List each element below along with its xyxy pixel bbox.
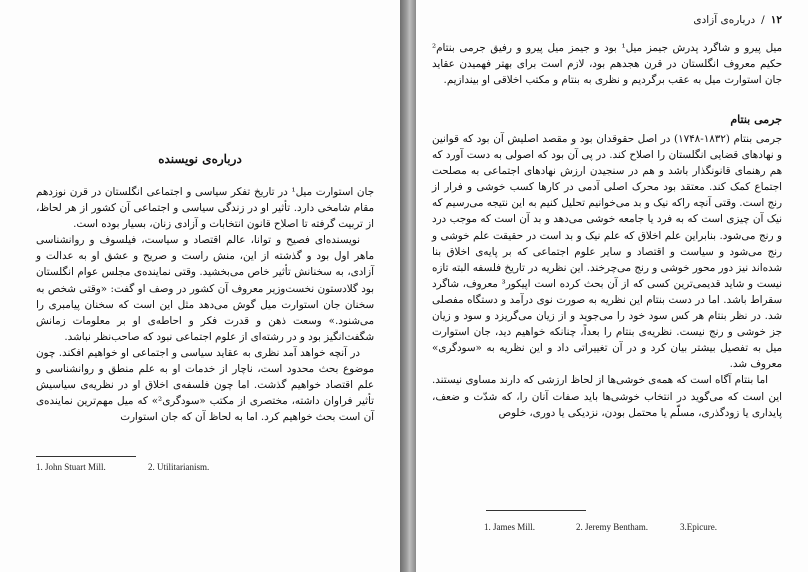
left-body-text (36, 184, 374, 425)
footnotes (484, 522, 780, 534)
footnote: 3.Epicure. (680, 522, 717, 532)
right-page (416, 0, 808, 572)
intro-text (432, 40, 782, 88)
paragraph: جرمی بنتام (۱۸۳۲-۱۷۴۸) در اصل حقوقدان بود و مقصد اصلیش آن بود که قوانین و نهادهای قضایی انگلستان را اصلاح کند. در پی آن بود که اصولی به دست آورد که هم رهنمای قانونگذار باشد و هم در سنجیدن ارزش نهادهای اجتماعی به مصلحت اجتماع کمک کند. معتقد بود محرک اصلی آدمی در کارها کسب خوشی و فرار از رنج است. وقتی آنچه راکه نیک و بد می‌خوانیم تحلیل کنیم به این نتیجه می‌رسیم که نیک آن چیزی است که به فرد یا جامعه خوشی می‌دهد و بد آن است که موجب درد و رنج می‌شود. بنابراین علم اخلاق که علم نیک و بد است در حقیقت علم خوشی و رنج می‌شود و سیاست و اقتصاد و سایر علوم اجتماعی که بر پایه‌ی اخلاق بنا شده‌اند نیز دور محور خوشی و رنج می‌چرخند. این نظریه در تاریخ فلسفه البته تازه نیست و شاید قدیمی‌ترین کسی که از آن بحث کرده است اپیکور³ معروف، شاگرد سقراط باشد. اما در دست بنتام این نظریه به صورت نوی درآمد و دستگاه مفصلی شد. در نظر بنتام هر کس سود خود را می‌جوید و از زیان می‌گریزد و سود و زیان جز خوشی و رنج نیست. نظریه‌ی بنتام را بعداً، چنانکه خواهیم دید، جان استوارت میل به تفصیل بیشتر بیان کرد و در آن تغییراتی داد و این نظریه به «سودگری» معروف شد. (432, 133, 782, 371)
footnote: 1. John Stuart Mill. (36, 462, 106, 472)
footnote: 1. James Mill. (484, 522, 535, 532)
left-page (0, 0, 400, 572)
running-title: درباره‌ی آزادی (693, 14, 756, 26)
footnote-rule (486, 510, 586, 511)
footnote: 2. Jeremy Bentham. (576, 522, 648, 532)
paragraph: جان استوارت میل¹ در تاریخ تفکر سیاسی و اجتماعی انگلستان در قرن نوزدهم مقام شامخی دارد. تأثیر او در زندگی سیاسی و اجتماعی آن کشور از هر لحاظ، از تربیت گرفته تا اصلاح قانون انتخابات و آزادی زنان، بسیار بوده است. (36, 186, 374, 231)
paragraph: در آنچه خواهد آمد نظری به عقاید سیاسی و اجتماعی او خواهیم افکند. چون موضوع بحث محدود است، ناچار از خدمات او به علم منطق و روانشناسی و علم اقتصاد خواهیم گذشت. اما چون فلسفه‌ی اخلاق او در نظریه‌ی سیاسیش تأثیر فراوان داشته، مختصری از مکتب «سودگری²» که میل مهم‌ترین نماینده‌ی آن است بحث خواهیم کرد. اما به لحاظ آن که جان استوارت (36, 346, 375, 424)
section-heading: درباره‌ی نویسنده (158, 152, 242, 166)
footnote-rule (36, 456, 136, 457)
footnotes (36, 462, 374, 474)
page-number: ۱۲ (770, 14, 782, 26)
right-body-text (432, 131, 782, 421)
footnote: 2. Utilitarianism. (148, 462, 210, 472)
paragraph: اما بنتام آگاه است که همه‌ی خوشی‌ها از لحاظ ارزشی که دارند مساوی نیستند. این است که می‌گوید در انتخاب خوشی‌ها باید صفات آنان را، که شدّت و ضعف، پایداری یا زودگذری، مسلّم یا محتمل بودن، نزدیکی یا دوری، خلوص (432, 374, 782, 419)
header-separator: / (761, 14, 765, 26)
paragraph: میل پیرو و شاگرد پدرش جیمز میل¹ بود و جیمز میل پیرو و رفیق جرمی بنتام² حکیم معروف انگلستان در قرن هجدهم بود، لازم است برای بهتر فهمیدن عقاید جان استوارت میل به عقب برگردیم و نظری به بنتام و مکتب اخلاقی او بیندازیم. (432, 42, 783, 87)
section-heading: جرمی بنتام (730, 113, 782, 126)
book-spine (400, 0, 416, 572)
paragraph: نویسنده‌ای فصیح و توانا، عالم اقتصاد و سیاست، فیلسوف و روانشناسی ماهر اول بود و گذشته از این، منش راست و صریح و عشق او به عدالت و آزادی، به سخنانش تأثیر خاص می‌بخشید. وقتی نماینده‌ی مجلس عوام انگلستان بود گلادستون نخست‌وزیر معروف آن کشور در وصف او گفت: «وقتی شخص به سخنان جان استوارت میل گوش می‌دهد مثل این است که سخنان پیامبری را می‌شنود.» وسعت ذهن و قدرت فکر و احاطه‌ی او بر معلومات زمانش شگفت‌انگیز بود و در رشته‌ای از علوم اجتماعی نبود که صاحب‌نظر نباشد. (36, 234, 374, 343)
running-header (442, 14, 782, 26)
